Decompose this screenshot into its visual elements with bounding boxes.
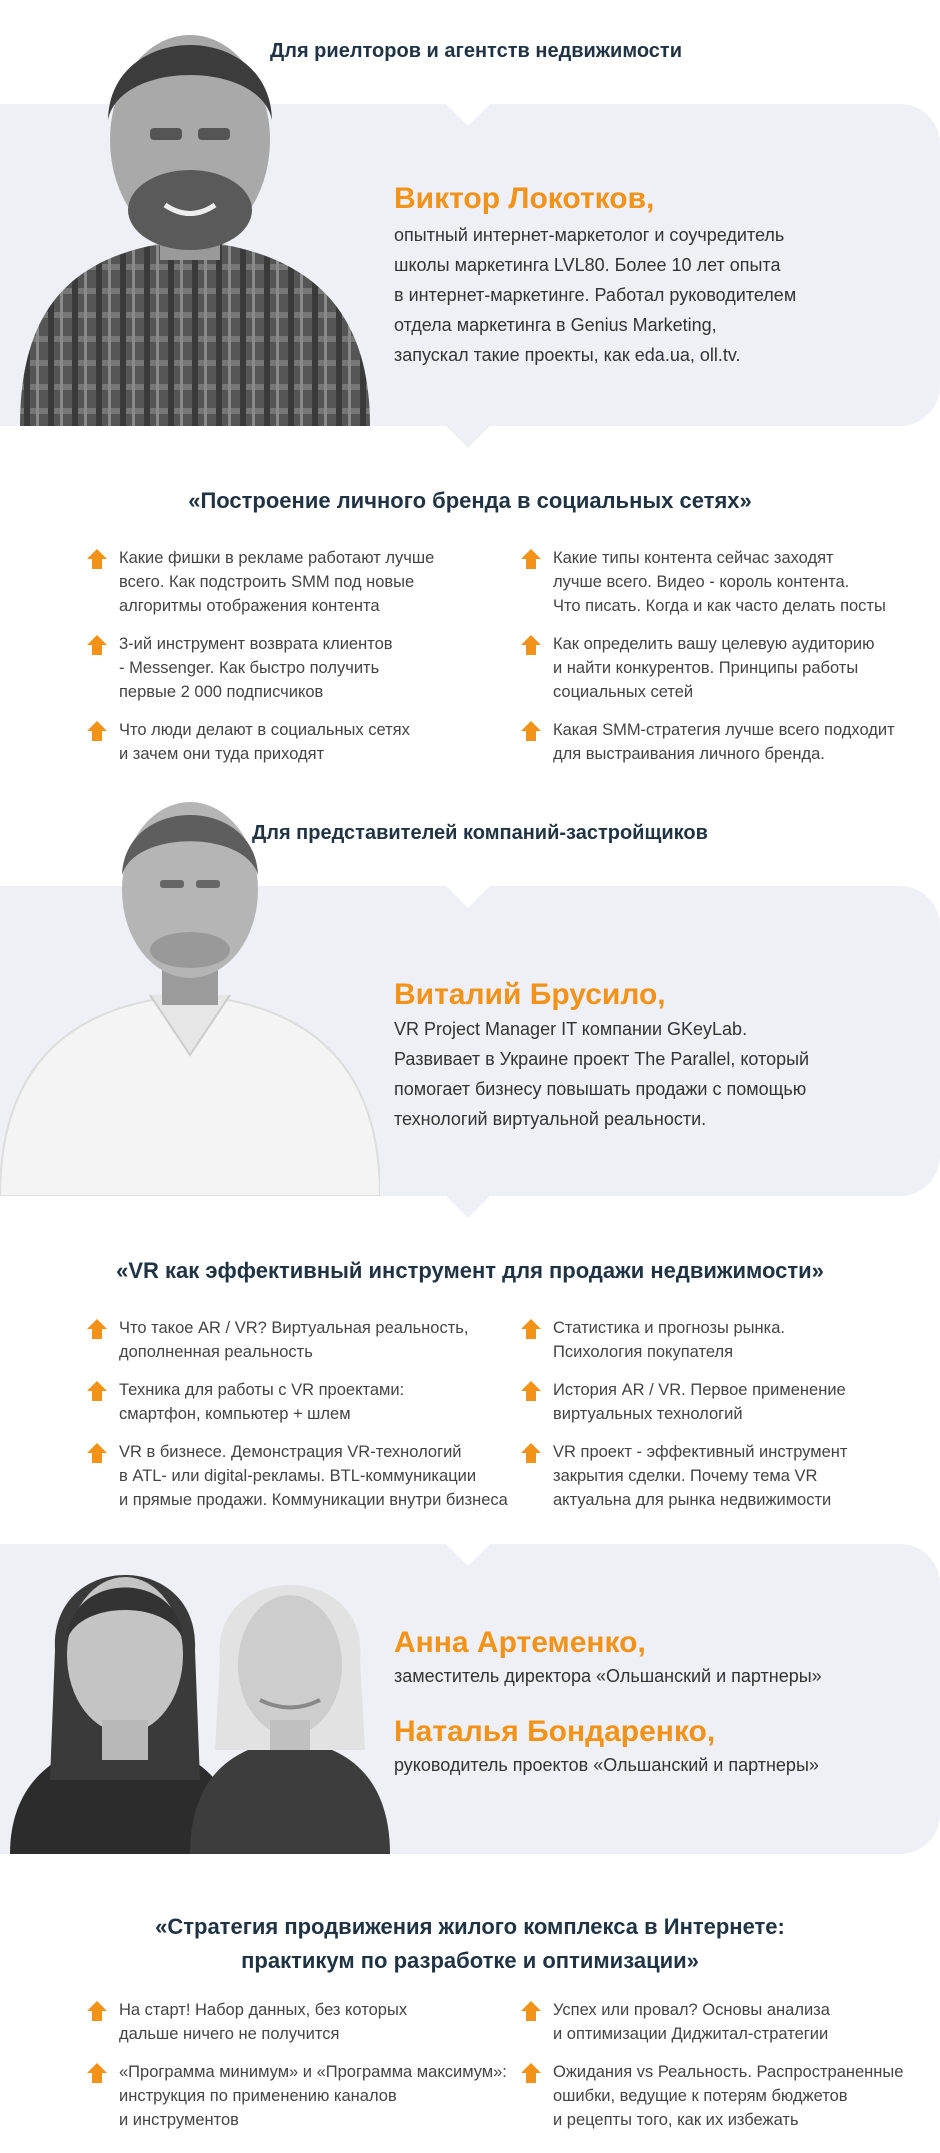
bio-line: запускал такие проекты, как eda.ua, oll.tv. <box>394 345 741 365</box>
orange-arrow-up-icon <box>520 1318 542 1340</box>
orange-arrow-up-icon <box>520 1442 542 1464</box>
list-item: Что такое AR / VR? Виртуальная реальность, дополненная реальность <box>86 1316 516 1364</box>
speaker-name-bondarenko: Наталья Бондаренко, <box>394 1715 716 1748</box>
speaker-name-lokotkov: Виктор Локотков, <box>394 182 655 215</box>
bullets-right-3 <box>520 1998 940 2146</box>
bio-line: отдела маркетинга в Genius Marketing, <box>394 315 717 335</box>
band-notch-bottom-1 <box>446 426 490 448</box>
orange-arrow-up-icon <box>86 1318 108 1340</box>
orange-arrow-up-icon <box>520 548 542 570</box>
talk-title-line: «Стратегия продвижения жилого комплекса в Интернете: <box>155 1914 785 1939</box>
talk-title-2: «VR как эффективный инструмент для продажи недвижимости» <box>116 1258 824 1283</box>
orange-arrow-up-icon <box>86 2062 108 2084</box>
bullets-left-1 <box>86 546 506 780</box>
orange-arrow-up-icon <box>520 1380 542 1402</box>
orange-arrow-up-icon <box>520 634 542 656</box>
orange-arrow-up-icon <box>86 548 108 570</box>
list-item: Какие фишки в рекламе работают лучше всего. Как подстроить SMM под новые алгоритмы отображения контента <box>86 546 506 618</box>
list-item: VR в бизнесе. Демонстрация VR-технологий в ATL- или digital-рекламы. BTL-коммуникации и прямые продажи. Коммуникации внутри бизнеса <box>86 1440 516 1512</box>
orange-arrow-up-icon <box>520 2062 542 2084</box>
orange-arrow-up-icon <box>86 1442 108 1464</box>
bio-line: Развивает в Украине проект The Parallel, который <box>394 1049 810 1069</box>
list-item: Какие типы контента сейчас заходят лучше всего. Видео - король контента. Что писать. Когда и как часто делать посты <box>520 546 940 618</box>
speaker-bio-brusilo <box>394 1014 809 1134</box>
audience-label-1: Для риелторов и агентств недвижимости <box>270 40 683 62</box>
band-notch-bottom-2 <box>446 1196 490 1218</box>
speaker-photo-bondarenko <box>190 1530 390 1854</box>
band-notch-top-1 <box>446 104 490 126</box>
bullets-right-1 <box>520 546 940 780</box>
audience-label-2: Для представителей компаний-застройщиков <box>252 822 708 844</box>
speaker-bio-lokotkov <box>394 220 796 370</box>
list-item: Успех или провал? Основы анализа и оптимизации Диджитал-стратегии <box>520 1998 940 2046</box>
band-notch-top-3 <box>446 1544 490 1566</box>
speaker-name-artemenko: Анна Артеменко, <box>394 1626 646 1659</box>
speaker-role-bondarenko: руководитель проектов «Ольшанский и партнеры» <box>394 1755 819 1775</box>
list-item: Как определить вашу целевую аудиторию и найти конкурентов. Принципы работы социальных сетей <box>520 632 940 704</box>
list-item: Статистика и прогнозы рынка. Психология покупателя <box>520 1316 940 1364</box>
bullets-right-2 <box>520 1316 940 1526</box>
bio-line: школы маркетинга LVL80. Более 10 лет опыта <box>394 255 781 275</box>
list-item: Что люди делают в социальных сетях и зачем они туда приходят <box>86 718 506 766</box>
orange-arrow-up-icon <box>520 2000 542 2022</box>
bullets-left-2 <box>86 1316 516 1526</box>
speaker-role-artemenko: заместитель директора «Ольшанский и партнеры» <box>394 1666 822 1686</box>
bio-line: технологий виртуальной реальности. <box>394 1109 707 1129</box>
list-item: «Программа минимум» и «Программа максимум»: инструкция по применению каналов и инструментов <box>86 2060 516 2132</box>
orange-arrow-up-icon <box>86 2000 108 2022</box>
list-item: Техника для работы с VR проектами: смартфон, компьютер + шлем <box>86 1378 516 1426</box>
band-notch-top-2 <box>446 886 490 908</box>
list-item: VR проект - эффективный инструмент закрытия сделки. Почему тема VR актуальна для рынка недвижимости <box>520 1440 940 1512</box>
talk-title-1: «Построение личного бренда в социальных сетях» <box>188 488 752 513</box>
bullets-left-3 <box>86 1998 516 2146</box>
list-item: Какая SMM-стратегия лучше всего подходит для выстраивания личного бренда. <box>520 718 940 766</box>
bio-line: в интернет-маркетинге. Работал руководителем <box>394 285 797 305</box>
speaker-photo-lokotkov <box>0 0 380 426</box>
talk-title-3 <box>0 1910 940 1978</box>
bio-line: опытный интернет-маркетолог и соучредитель <box>394 225 785 245</box>
orange-arrow-up-icon <box>86 720 108 742</box>
list-item: 3-ий инструмент возврата клиентов - Messenger. Как быстро получить первые 2 000 подписчиков <box>86 632 506 704</box>
bio-line: VR Project Manager IT компании GKeyLab. <box>394 1019 748 1039</box>
orange-arrow-up-icon <box>86 1380 108 1402</box>
talk-title-line: практикум по разработке и оптимизации» <box>241 1948 699 1973</box>
bio-line: помогает бизнесу повышать продажи с помощью <box>394 1079 807 1099</box>
list-item: Ожидания vs Реальность. Распространенные ошибки, ведущие к потерям бюджетов и рецепты того, как их избежать <box>520 2060 940 2132</box>
orange-arrow-up-icon <box>520 720 542 742</box>
list-item: История AR / VR. Первое применение виртуальных технологий <box>520 1378 940 1426</box>
list-item: На старт! Набор данных, без которых дальше ничего не получится <box>86 1998 516 2046</box>
orange-arrow-up-icon <box>86 634 108 656</box>
speaker-name-brusilo: Виталий Брусило, <box>394 978 666 1011</box>
